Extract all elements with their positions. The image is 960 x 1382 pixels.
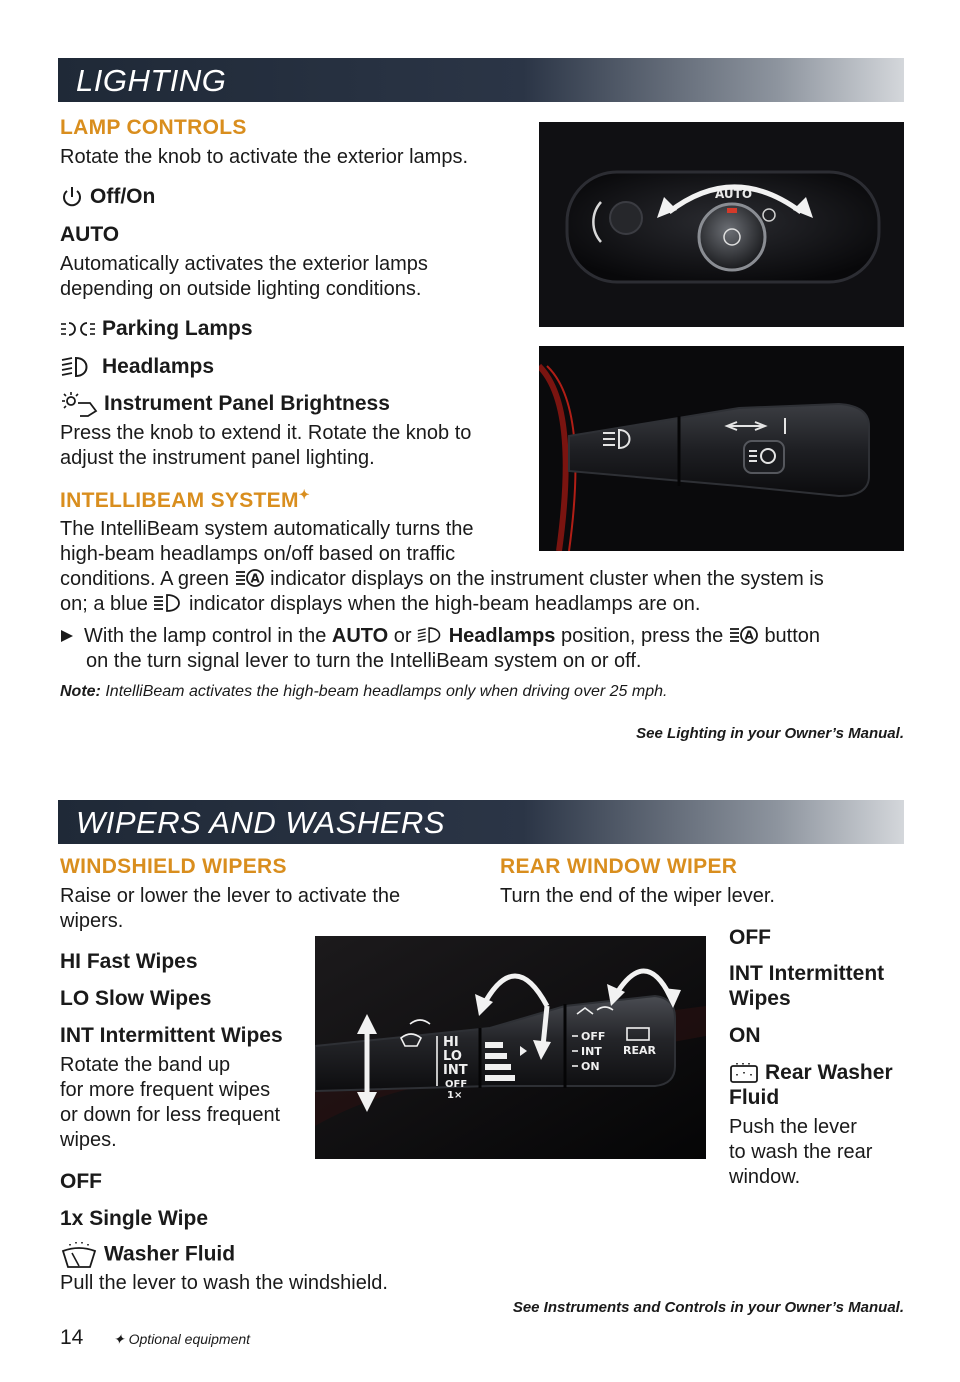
rear-desc-line: Push the lever xyxy=(729,1116,857,1138)
washer-desc: Pull the lever to wash the windshield. xyxy=(60,1272,388,1294)
optional-text: Optional equipment xyxy=(128,1331,251,1347)
lamp-knob-photo xyxy=(539,122,904,327)
text-span: indicator displays when the high-beam headlamps are on. xyxy=(188,593,701,615)
off-on-label: Off/On xyxy=(90,185,156,208)
headlamps-label: Headlamps xyxy=(102,355,215,378)
washer-fluid-label: Washer Fluid xyxy=(104,1242,236,1266)
lever-rear-int-text: INT xyxy=(581,1045,602,1058)
page-number: 14 xyxy=(60,1326,84,1349)
intellibeam-heading-text: INTELLIBEAM SYSTEM xyxy=(60,489,299,512)
int-desc xyxy=(60,1053,280,1153)
int-desc-line: Rotate the band up xyxy=(60,1054,231,1076)
headlamp-icon xyxy=(417,625,443,645)
rear-on: ON xyxy=(729,1024,761,1047)
rear-desc-line: window. xyxy=(729,1166,801,1188)
wiper-lever-photo xyxy=(315,936,706,1159)
lever-single-text: 1× xyxy=(447,1090,463,1101)
rear-washer-desc xyxy=(729,1115,872,1190)
windshield-off: OFF xyxy=(60,1170,102,1193)
lever-rear-on-text: ON xyxy=(581,1060,600,1073)
lamp-controls-intro: Rotate the knob to activate the exterior lamps. xyxy=(60,146,468,168)
panel-desc-line: adjust the instrument panel lighting. xyxy=(60,447,375,469)
panel-desc xyxy=(60,421,471,471)
int-desc-line: or down for less frequent xyxy=(60,1104,281,1126)
optional-mark: ✦ xyxy=(113,1331,125,1347)
wipers-banner xyxy=(58,800,904,844)
text-span: or xyxy=(393,625,412,647)
lever-hi-text: HI xyxy=(443,1035,459,1050)
text-span: Headlamps xyxy=(448,625,556,647)
rear-off: OFF xyxy=(729,926,771,949)
intellibeam-icon xyxy=(235,568,265,588)
panel-desc-line: Press the knob to extend it. Rotate the knob to xyxy=(60,422,472,444)
optional-equipment-note xyxy=(113,1331,250,1348)
lever-lo-text: LO xyxy=(443,1049,462,1064)
panel-row xyxy=(60,391,390,417)
lever-rear-text: REAR xyxy=(623,1044,656,1057)
optional-mark: ✦ xyxy=(298,487,310,502)
windshield-washer-icon xyxy=(60,1241,98,1269)
text-span: position, press the xyxy=(560,625,724,647)
rear-int xyxy=(729,961,884,1011)
windshield-heading: WINDSHIELD WIPERS xyxy=(60,855,287,878)
text-span: indicator displays on the instrument cluster when the system is xyxy=(270,568,824,590)
auto-desc-line: Automatically activates the exterior lamps xyxy=(60,253,428,275)
wipers-title: WIPERS AND WASHERS xyxy=(76,805,445,840)
headlamp-icon xyxy=(60,355,96,379)
intellibeam-bullet-line2: on the turn signal lever to turn the IntelliBeam system on or off. xyxy=(86,650,642,672)
windshield-intro xyxy=(60,884,400,934)
text-span: conditions. A green xyxy=(60,568,230,590)
auto-label: AUTO xyxy=(60,223,120,246)
hi-fast-wipes: HI Fast Wipes xyxy=(60,950,198,973)
bullet-arrow-icon xyxy=(60,629,74,643)
off-on-row xyxy=(60,184,155,209)
int-desc-line: for more frequent wipes xyxy=(60,1079,271,1101)
intellibeam-note xyxy=(60,683,667,701)
parking-label: Parking Lamps xyxy=(102,317,253,340)
text-span: With the lamp control in the xyxy=(84,625,327,647)
turn-signal-lever-photo xyxy=(539,346,904,551)
washer-fluid-row xyxy=(60,1241,235,1269)
intellibeam-icon xyxy=(729,625,759,645)
lo-slow-wipes: LO Slow Wipes xyxy=(60,987,212,1010)
headlamps-row xyxy=(60,354,214,379)
panel-brightness-icon xyxy=(60,391,98,417)
rear-washer-label: Rear Washer xyxy=(765,1061,893,1084)
intellibeam-desc-line1: The IntelliBeam system automatically turns the xyxy=(60,518,474,540)
lighting-see-manual: See Lighting in your Owner’s Manual. xyxy=(636,725,904,742)
lever-off-text: OFF xyxy=(445,1079,468,1090)
svg-text:A: A xyxy=(250,571,260,586)
intellibeam-bullet xyxy=(60,624,820,649)
svg-text:A: A xyxy=(744,628,754,643)
power-icon xyxy=(60,185,84,209)
note-label: Note: xyxy=(60,683,101,700)
lighting-banner xyxy=(58,58,904,102)
parking-lamps-icon xyxy=(60,318,96,340)
intellibeam-desc-line4 xyxy=(60,592,700,617)
rear-wiper-intro: Turn the end of the wiper lever. xyxy=(500,885,775,907)
intellibeam-desc-line3 xyxy=(60,567,824,592)
int-desc-line: wipes. xyxy=(60,1129,117,1151)
intellibeam-heading xyxy=(60,487,310,513)
wipers-see-manual: See Instruments and Controls in your Owner’s Manual. xyxy=(512,1299,904,1316)
lever-rear-off-text: OFF xyxy=(581,1030,606,1043)
rear-wiper-heading: REAR WINDOW WIPER xyxy=(500,855,738,878)
note-text: IntelliBeam activates the high-beam headlamps only when driving over 25 mph. xyxy=(105,683,668,700)
parking-row xyxy=(60,316,253,341)
rear-washer-icon xyxy=(729,1062,759,1084)
rear-desc-line: to wash the rear xyxy=(729,1141,873,1163)
auto-desc-line: depending on outside lighting conditions. xyxy=(60,278,422,300)
text-span: button xyxy=(764,625,821,647)
single-wipe: 1x Single Wipe xyxy=(60,1207,209,1230)
intellibeam-desc-line2: high-beam headlamps on/off based on traffic xyxy=(60,543,456,565)
int-intermittent-wipes: INT Intermittent Wipes xyxy=(60,1024,283,1047)
lighting-title: LIGHTING xyxy=(76,63,227,98)
lever-int-text: INT xyxy=(443,1063,468,1078)
rear-washer-row xyxy=(729,1060,893,1110)
rear-int-line: INT Intermittent xyxy=(729,962,885,985)
auto-desc xyxy=(60,252,428,302)
windshield-intro-line: Raise or lower the lever to activate the xyxy=(60,885,401,907)
text-span: on; a blue xyxy=(60,593,148,615)
lamp-controls-heading: LAMP CONTROLS xyxy=(60,116,247,139)
panel-label: Instrument Panel Brightness xyxy=(104,392,390,415)
windshield-intro-line: wipers. xyxy=(60,910,124,932)
text-span: AUTO xyxy=(331,625,389,647)
high-beam-icon xyxy=(153,593,183,613)
rear-int-line: Wipes xyxy=(729,987,791,1010)
knob-auto-text: AUTO xyxy=(715,187,753,201)
rear-washer-label-line2: Fluid xyxy=(729,1086,780,1109)
